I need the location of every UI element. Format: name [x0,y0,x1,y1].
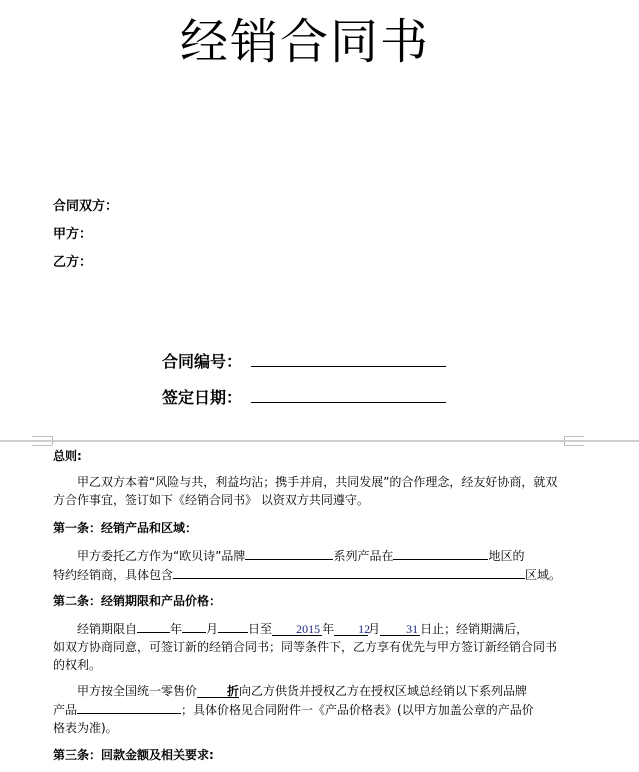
sign-date-field[interactable] [251,402,446,403]
article3-heading: 第三条：回款金额及相关要求: [53,748,214,762]
article1-text-3a: 地区的 [488,549,525,563]
document-title: 经销合同书 [180,14,431,70]
price-text-1: 甲方按全国统一零售价 [77,684,198,698]
price-text-3b: 格表为准)。 [53,721,118,735]
end-year-label: 年 [322,622,335,636]
term-start-label: 经销期限自 [77,622,138,636]
start-year-field[interactable] [137,619,170,633]
crop-mark-left [32,436,52,446]
product-field[interactable] [77,700,181,714]
year-label: 年 [170,622,183,636]
party-b-label: 乙方： [53,255,93,270]
article1-heading: 第一条：经销产品和区域： [53,521,198,535]
start-day-field[interactable] [218,619,248,633]
term-rest-text: 如双方协商同意，可签订新的经销合同书；同等条件下，乙方享有优先与甲方签订新经销合同书的权利。 [53,640,558,672]
general-paragraph: 甲乙双方本着“风险与共，利益均沾；携手并肩，共同发展”的合作理念，经友好协商，就双方合作事宜，签订如下《经销合同书》 以资双方共同遵守。 [53,475,558,507]
article1-paragraph [53,546,573,584]
price-text-2b: 产品 [53,703,78,717]
sign-date-label: 签定日期： [162,388,243,407]
end-month-label: 月 [368,622,381,636]
area-field[interactable] [173,565,525,579]
region-field[interactable] [393,546,488,560]
contract-number-label: 合同编号： [162,352,243,371]
month-label: 月 [206,622,219,636]
discount-field[interactable]: 折 [197,684,239,698]
brand-field[interactable] [245,546,333,560]
price-text-3a: ；具体价格见合同附件一《产品价格表》(以甲方加盖公章的产品价 [181,703,534,717]
contract-number-field[interactable] [251,366,446,367]
article1-text-2: 系列产品在 [333,549,394,563]
crop-mark-right-vertical [564,436,565,445]
general-heading: 总则: [53,449,82,463]
crop-mark-right [564,436,584,446]
price-text-2a: 向乙方供货并授权乙方在授权区域总经销以下系列品牌 [239,684,528,698]
end-day-field[interactable]: 31 [380,622,420,636]
article2-heading: 第二条：经销期限和产品价格： [53,594,222,608]
page-break-divider [0,440,639,442]
article1-text-4: 区域。 [525,568,562,582]
day-end-label: 日止；经销期满后， [420,622,529,636]
article1-text-3b: 特约经销商，具体包含 [53,568,174,582]
parties-label: 合同双方： [53,199,119,214]
article2-price-paragraph [53,682,573,737]
day-to-label: 日至 [248,622,273,636]
end-month-field[interactable]: 12 [334,622,368,636]
crop-mark-left-vertical [52,436,53,445]
article1-text-1: 甲方委托乙方作为“欧贝诗”品牌 [77,549,246,563]
article2-term-paragraph [53,619,583,674]
party-a-label: 甲方： [53,227,93,242]
start-month-field[interactable] [182,619,206,633]
end-year-field[interactable]: 2015 [272,622,322,636]
